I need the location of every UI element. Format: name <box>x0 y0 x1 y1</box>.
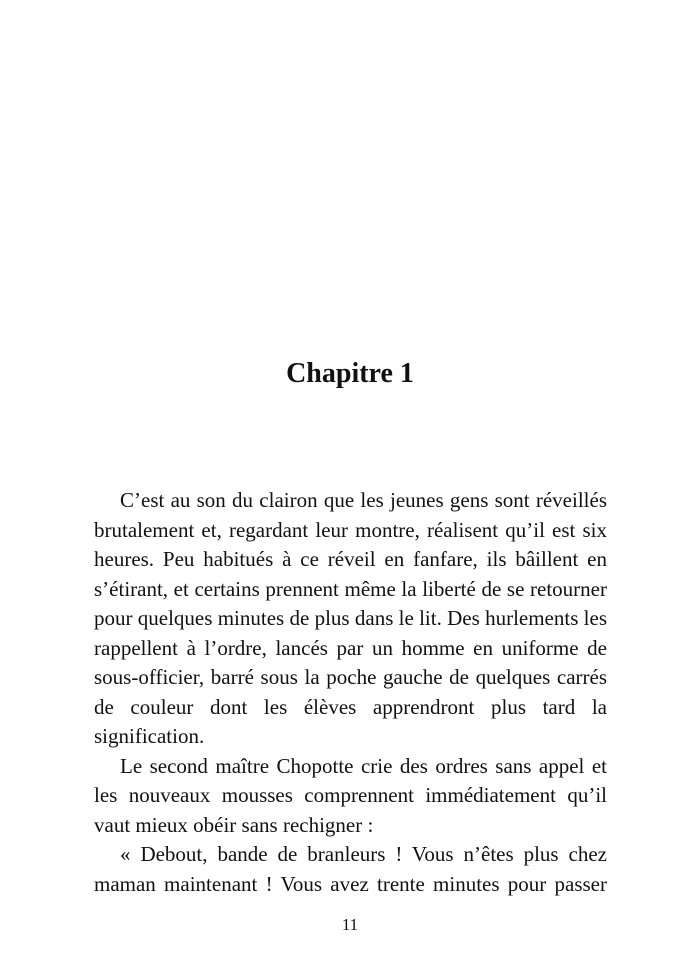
text-line: signification. <box>94 724 205 748</box>
page-number: 11 <box>341 915 359 934</box>
text-line: vaut mieux obéir sans rechigner : <box>94 812 374 837</box>
text-line: rappellent à l’ordre, lancés par un homme en uniforme de <box>94 635 607 660</box>
paragraph <box>94 840 607 899</box>
paragraph <box>94 752 607 841</box>
text-line: sous-officier, barré sous la poche gauche de quelques carrés <box>94 665 607 689</box>
text-line: heures. Peu habitués à ce réveil en fanfare, ils bâillent en <box>94 547 607 571</box>
paragraph <box>94 486 607 752</box>
body-text <box>94 486 607 899</box>
text-line: Le second maître Chopotte crie des ordres sans appel et <box>120 753 607 778</box>
text-line: C’est au son du clairon que les jeunes gens sont réveillés <box>120 488 607 512</box>
text-line: s’étirant, et certains prennent même la liberté de se retourner <box>94 576 607 601</box>
text-line: pour quelques minutes de plus dans le lit. Des hurlements les <box>94 606 607 630</box>
text-line: « Debout, bande de branleurs ! Vous n’êtes plus chez <box>120 842 607 866</box>
text-line: les nouveaux mousses comprennent immédiatement qu’il <box>94 783 607 807</box>
text-line: de couleur dont les élèves apprendront plus tard la <box>94 694 607 719</box>
text-line: maman maintenant ! Vous avez trente minutes pour passer <box>94 871 607 896</box>
text-line: brutalement et, regardant leur montre, réalisent qu’il est six <box>94 517 607 542</box>
chapter-title: Chapitre 1 <box>286 358 414 389</box>
